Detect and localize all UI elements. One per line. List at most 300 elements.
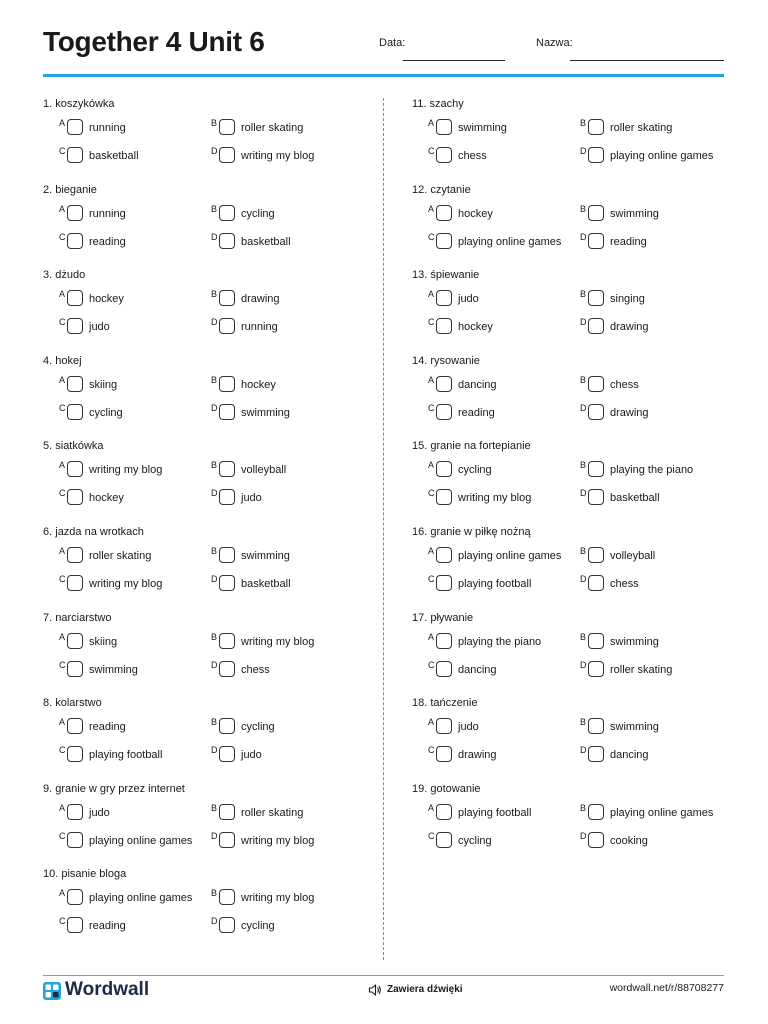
question-prompt [43,697,102,709]
option-letter: A [59,374,66,385]
question-text: granie w piłkę nożną [430,525,531,538]
option-letter: A [428,802,435,813]
question-number: 5. [43,440,53,453]
question-item [43,610,373,696]
option-checkbox[interactable] [219,746,235,762]
option-letter: C [428,745,435,756]
question-number: 10. [43,868,59,881]
date-field[interactable] [403,60,505,61]
question-text: hokej [55,354,82,367]
option-checkbox[interactable] [588,404,604,420]
option-checkbox[interactable] [436,718,452,734]
option-letter: C [59,830,66,841]
option-label: playing online games [89,834,193,847]
option-label: singing [610,293,645,306]
option-letter: B [211,888,218,899]
option-letter: D [211,402,218,413]
option-checkbox[interactable] [219,575,235,591]
option-checkbox[interactable] [67,547,83,563]
option-label: writing my blog [241,892,315,905]
question-text: gotowanie [430,782,481,795]
option-label: writing my blog [89,464,163,477]
option-label: playing the piano [610,464,694,477]
option-checkbox[interactable] [436,633,452,649]
option-checkbox[interactable] [219,718,235,734]
option-label: volleyball [241,464,287,477]
option-letter: D [580,745,587,756]
page-title: Together 4 Unit 6 [43,26,265,57]
option-letter: B [580,545,587,556]
question-item [43,866,373,952]
question-number: 9. [43,782,53,795]
option-checkbox[interactable] [219,661,235,677]
option-letter: D [580,317,587,328]
question-text: śpiewanie [430,269,480,282]
option-letter: B [580,118,587,128]
question-item [43,781,373,867]
question-text: tańczenie [430,697,478,710]
question-prompt [43,269,85,281]
option-label: hockey [89,492,124,505]
option-checkbox[interactable] [436,832,452,848]
question-item [412,438,742,524]
option-label: playing online games [458,549,562,562]
column-divider [383,98,384,960]
option-letter: B [580,374,587,385]
option-label: hockey [89,293,124,306]
option-label: drawing [610,406,649,419]
question-prompt [412,269,479,281]
option-checkbox[interactable] [588,489,604,505]
option-letter: C [59,317,66,328]
option-checkbox[interactable] [436,661,452,677]
option-letter: A [428,118,435,128]
option-checkbox[interactable] [67,461,83,477]
option-label: reading [89,235,126,248]
option-label: dancing [458,378,497,391]
questions-left-column [43,96,373,952]
option-checkbox[interactable] [588,290,604,306]
question-text: koszykówka [55,98,115,110]
option-label: basketball [89,150,139,162]
option-label: running [89,207,126,220]
activity-url[interactable]: wordwall.net/r/88708277 [609,982,724,994]
option-checkbox[interactable] [588,461,604,477]
option-letter: C [59,659,66,670]
option-checkbox[interactable] [67,661,83,677]
option-letter: B [211,460,218,471]
option-checkbox[interactable] [67,119,83,135]
option-letter: D [211,916,218,927]
option-checkbox[interactable] [588,718,604,734]
option-letter: A [428,460,435,471]
option-label: playing football [458,806,532,819]
option-checkbox[interactable] [67,233,83,249]
option-label: cycling [241,920,275,933]
option-letter: C [59,488,66,499]
option-label: drawing [610,321,649,334]
option-label: dancing [458,663,497,676]
question-text: szachy [429,98,464,110]
option-checkbox[interactable] [588,547,604,563]
option-letter: A [59,289,66,300]
question-number: 3. [43,269,53,282]
option-checkbox[interactable] [588,832,604,848]
question-number: 13. [412,269,428,282]
option-checkbox[interactable] [67,804,83,820]
question-text: pisanie bloga [61,868,127,881]
question-prompt [412,526,531,538]
option-checkbox[interactable] [436,205,452,221]
option-checkbox[interactable] [436,119,452,135]
option-label: running [89,122,126,134]
question-prompt [43,98,115,110]
option-label: playing the piano [458,635,542,648]
option-checkbox[interactable] [219,404,235,420]
option-checkbox[interactable] [67,889,83,905]
option-checkbox[interactable] [219,832,235,848]
option-checkbox[interactable] [588,233,604,249]
question-number: 8. [43,697,53,710]
question-prompt [412,697,477,709]
option-checkbox[interactable] [219,318,235,334]
option-letter: B [580,203,587,214]
option-checkbox[interactable] [436,233,452,249]
option-letter: D [580,488,587,499]
option-letter: C [428,146,435,156]
question-item [412,182,742,268]
question-prompt [43,440,104,452]
option-letter: A [428,545,435,556]
option-letter: C [428,402,435,413]
option-letter: A [428,289,435,300]
option-checkbox[interactable] [436,547,452,563]
option-letter: A [428,374,435,385]
question-item [412,781,742,867]
question-prompt [412,184,471,196]
option-letter: D [580,402,587,413]
option-checkbox[interactable] [436,147,452,163]
question-item [412,524,742,610]
option-label: swimming [458,122,507,134]
option-letter: A [59,203,66,214]
option-checkbox[interactable] [67,832,83,848]
option-letter: B [580,717,587,728]
option-checkbox[interactable] [219,119,235,135]
option-label: playing online games [610,806,714,819]
question-number: 17. [412,611,428,624]
option-letter: B [211,289,218,300]
option-label: judo [458,721,479,734]
option-checkbox[interactable] [588,147,604,163]
option-label: playing online games [89,892,193,905]
option-label: reading [610,235,647,248]
header-rule [43,74,724,77]
question-prompt [43,526,144,538]
question-text: pływanie [430,611,474,624]
option-label: drawing [458,749,497,762]
option-letter: B [580,289,587,300]
option-checkbox[interactable] [219,917,235,933]
option-label: cycling [241,721,275,734]
option-letter: C [59,402,66,413]
option-letter: D [211,745,218,756]
option-label: cycling [89,406,123,419]
option-label: skiing [89,635,118,648]
option-letter: A [428,631,435,642]
option-checkbox[interactable] [588,633,604,649]
option-letter: C [428,659,435,670]
option-label: writing my blog [241,834,315,847]
logo-text: Wordwall [65,979,150,1000]
question-text: rysowanie [430,354,480,367]
option-label: judo [241,749,262,762]
question-item [43,182,373,268]
option-label: writing my blog [89,577,163,590]
footer-rule [43,975,724,976]
question-item [412,267,742,353]
option-label: judo [89,806,110,819]
option-checkbox[interactable] [436,376,452,392]
option-letter: D [580,231,587,242]
option-checkbox[interactable] [67,575,83,591]
option-label: playing football [458,577,532,590]
option-checkbox[interactable] [436,461,452,477]
option-checkbox[interactable] [67,489,83,505]
option-label: writing my blog [458,492,532,505]
option-checkbox[interactable] [588,205,604,221]
option-letter: B [211,545,218,556]
option-label: swimming [241,406,290,419]
option-checkbox[interactable] [219,290,235,306]
question-prompt [412,612,473,624]
question-prompt [43,783,185,795]
option-checkbox[interactable] [219,633,235,649]
option-letter: D [211,317,218,328]
option-checkbox[interactable] [588,376,604,392]
question-number: 12. [412,183,428,196]
option-label: cycling [458,464,492,477]
question-prompt [412,440,531,452]
question-item [412,610,742,696]
option-letter: B [211,374,218,385]
option-label: dancing [610,749,649,762]
option-letter: D [211,231,218,242]
option-letter: B [580,802,587,813]
option-label: playing online games [458,235,562,248]
option-letter: A [59,118,66,128]
option-checkbox[interactable] [67,746,83,762]
option-checkbox[interactable] [436,404,452,420]
option-label: cooking [610,834,648,847]
question-number: 1. [43,98,53,110]
option-checkbox[interactable] [67,917,83,933]
option-letter: A [59,802,66,813]
option-letter: C [59,146,66,156]
question-number: 14. [412,354,428,367]
option-checkbox[interactable] [219,376,235,392]
question-prompt [43,355,82,367]
question-number: 15. [412,440,428,453]
option-label: running [241,321,278,334]
question-prompt [43,868,126,880]
option-label: writing my blog [241,635,315,648]
option-label: hockey [458,207,493,220]
option-checkbox[interactable] [67,718,83,734]
question-item [43,524,373,610]
question-number: 16. [412,525,428,538]
option-label: reading [458,406,495,419]
option-label: roller skating [89,549,152,562]
option-checkbox[interactable] [219,205,235,221]
option-label: hockey [458,321,493,334]
option-checkbox[interactable] [219,147,235,163]
option-label: drawing [241,293,280,306]
option-label: chess [610,378,639,391]
option-checkbox[interactable] [219,889,235,905]
option-letter: D [580,830,587,841]
option-letter: C [59,573,66,584]
question-item [412,96,742,182]
audio-label: Zawiera dźwięki [387,984,463,995]
option-checkbox[interactable] [588,804,604,820]
option-label: skiing [89,378,118,391]
option-checkbox[interactable] [219,489,235,505]
option-label: judo [458,293,479,306]
option-letter: B [211,802,218,813]
option-checkbox[interactable] [588,746,604,762]
option-checkbox[interactable] [67,633,83,649]
option-label: roller skating [241,806,304,819]
option-letter: C [428,231,435,242]
option-label: reading [89,920,126,933]
option-checkbox[interactable] [67,318,83,334]
speaker-icon [368,983,382,997]
option-checkbox[interactable] [67,147,83,163]
worksheet-header [43,22,724,78]
option-label: playing football [89,749,163,762]
option-letter: D [211,659,218,670]
option-letter: A [59,631,66,642]
question-item [43,695,373,781]
option-letter: C [428,317,435,328]
wordwall-logo-icon [43,982,61,1000]
question-text: bieganie [55,183,97,196]
question-number: 4. [43,354,53,367]
option-checkbox[interactable] [436,290,452,306]
option-checkbox[interactable] [588,575,604,591]
option-letter: C [59,745,66,756]
option-checkbox[interactable] [219,547,235,563]
option-checkbox[interactable] [436,746,452,762]
option-letter: C [59,231,66,242]
option-letter: A [428,203,435,214]
option-checkbox[interactable] [219,461,235,477]
option-letter: B [580,460,587,471]
option-label: chess [610,577,639,590]
question-text: czytanie [430,183,471,196]
option-letter: B [211,203,218,214]
question-prompt [412,355,480,367]
option-letter: D [211,573,218,584]
option-letter: C [428,573,435,584]
questions-right-column [412,96,742,866]
option-checkbox[interactable] [588,661,604,677]
option-label: writing my blog [241,150,315,162]
option-letter: C [428,830,435,841]
option-label: roller skating [610,663,673,676]
option-checkbox[interactable] [588,119,604,135]
option-label: judo [89,321,110,334]
option-label: cycling [458,834,492,847]
option-letter: C [59,916,66,927]
question-prompt [43,612,112,624]
option-label: volleyball [610,549,656,562]
option-letter: B [211,118,218,128]
option-label: swimming [610,721,659,734]
question-item [43,267,373,353]
question-number: 2. [43,183,53,196]
question-text: dżudo [55,269,86,282]
option-label: roller skating [610,122,673,134]
question-number: 6. [43,525,53,538]
option-checkbox[interactable] [67,290,83,306]
question-prompt [43,184,97,196]
question-prompt [412,98,464,110]
question-text: jazda na wrotkach [55,525,144,538]
question-item [43,353,373,439]
question-text: kolarstwo [55,697,102,710]
option-letter: A [59,888,66,899]
option-checkbox[interactable] [67,205,83,221]
question-number: 7. [43,611,53,624]
option-label: basketball [241,235,291,248]
option-label: basketball [241,577,291,590]
option-checkbox[interactable] [436,804,452,820]
option-label: playing online games [610,150,714,162]
option-label: reading [89,721,126,734]
option-letter: A [59,717,66,728]
option-label: judo [241,492,262,505]
question-item [412,695,742,781]
option-label: hockey [241,378,276,391]
option-letter: C [428,488,435,499]
option-label: swimming [610,635,659,648]
option-letter: B [580,631,587,642]
option-checkbox[interactable] [436,489,452,505]
option-label: basketball [610,492,660,505]
option-label: swimming [241,549,290,562]
option-checkbox[interactable] [588,318,604,334]
question-text: granie na fortepianie [430,440,531,453]
option-label: swimming [610,207,659,220]
option-checkbox[interactable] [67,404,83,420]
question-number: 19. [412,782,428,795]
option-checkbox[interactable] [67,376,83,392]
option-checkbox[interactable] [219,233,235,249]
option-checkbox[interactable] [436,575,452,591]
option-letter: D [211,488,218,499]
option-letter: D [211,146,218,156]
name-label: Nazwa: [536,37,573,49]
option-checkbox[interactable] [436,318,452,334]
option-letter: A [59,460,66,471]
question-item [43,438,373,524]
option-checkbox[interactable] [219,804,235,820]
question-text: granie w gry przez internet [55,782,185,795]
name-field[interactable] [570,60,724,61]
question-text: narciarstwo [55,611,112,624]
